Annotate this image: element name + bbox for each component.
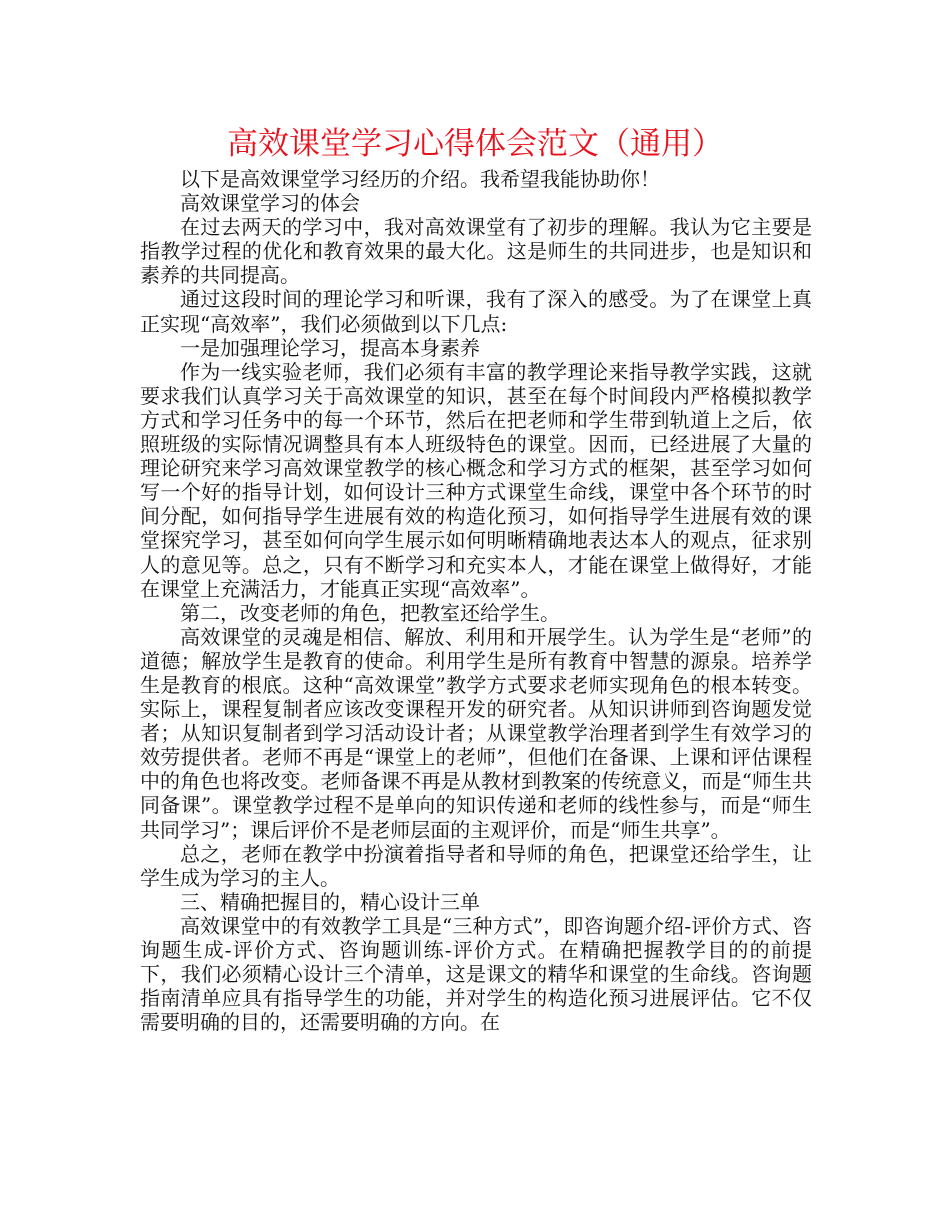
- section-heading: 三、精确把握目的，精心设计三单: [180, 889, 480, 914]
- document-body: [140, 167, 812, 1034]
- paragraph: 高效课堂学习的体会: [180, 191, 360, 216]
- section-heading: 一是加强理论学习，提高本身素养: [180, 335, 480, 360]
- section-heading: 第二，改变老师的角色，把教室还给学生。: [180, 600, 560, 625]
- paragraph: 总之，老师在教学中扮演着指导者和导师的角色，把课堂还给学生，让学生成为学习的主人。: [140, 841, 812, 890]
- paragraph: 以下是高效课堂学习经历的介绍。我希望我能协助你！: [180, 167, 660, 191]
- document-title: 高效课堂学习心得体会范文（通用）: [227, 126, 723, 162]
- paragraph: 作为一线实验老师，我们必须有丰富的教学理论来指导教学实践，这就要求我们认真学习关于高效课堂的知识，甚至在每个时间段内严格模拟教学方式和学习任务中的每一个环节，然后在把老师和学生带到轨道上之后，依照班级的实际情况调整具有本人班级特色的课堂。因而，已经进展了大量的理论研究来学习高效课堂教学的核心概念和学习方式的框架，甚至学习如何写一个好的指导计划，如何设计三种方式课堂生命线，课堂中各个环节的时间分配，如何指导学生进展有效的构造化预习，如何指导学生进展有效的课堂探究学习，甚至如何向学生展示如何明晰精确地表达本人的观点，征求别人的意见等。总之，只有不断学习和充实本人，才能在课堂上做得好，才能在课堂上充满活力，才能真正实现“高效率”。: [140, 359, 812, 601]
- paragraph: 在过去两天的学习中，我对高效课堂有了初步的理解。我认为它主要是指教学过程的优化和教育效果的最大化。这是师生的共同进步，也是知识和素养的共同提高。: [140, 215, 812, 288]
- paragraph: 通过这段时间的理论学习和听课，我有了深入的感受。为了在课堂上真正实现“高效率”，我们必须做到以下几点:: [140, 287, 812, 336]
- paragraph: 高效课堂的灵魂是相信、解放、利用和开展学生。认为学生是“老师”的道德；解放学生是教育的使命。利用学生是所有教育中智慧的源泉。培养学生是教育的根底。这种“高效课堂”教学方式要求老师实现角色的根本转变。实际上，课程复制者应该改变课程开发的研究者。从知识讲师到咨询题发觉者；从知识复制者到学习活动设计者；从课堂教学治理者到学生有效学习的效劳提供者。老师不再是“课堂上的老师”，但他们在备课、上课和评估课程中的角色也将改变。老师备课不再是从教材到教案的传统意义，而是“师生共同备课”。课堂教学过程不是单向的知识传递和老师的线性参与，而是“师生共同学习”；课后评价不是老师层面的主观评价，而是“师生共享”。: [140, 624, 812, 842]
- paragraph: 高效课堂中的有效教学工具是“三种方式”，即咨询题介绍-评价方式、咨询题生成-评价方式、咨询题训练-评价方式。在精确把握教学目的的前提下，我们必须精心设计三个清单，这是课文的精华和课堂的生命线。咨询题指南清单应具有指导学生的功能，并对学生的构造化预习进展评估。它不仅需要明确的目的，还需要明确的方向。在: [140, 913, 812, 1035]
